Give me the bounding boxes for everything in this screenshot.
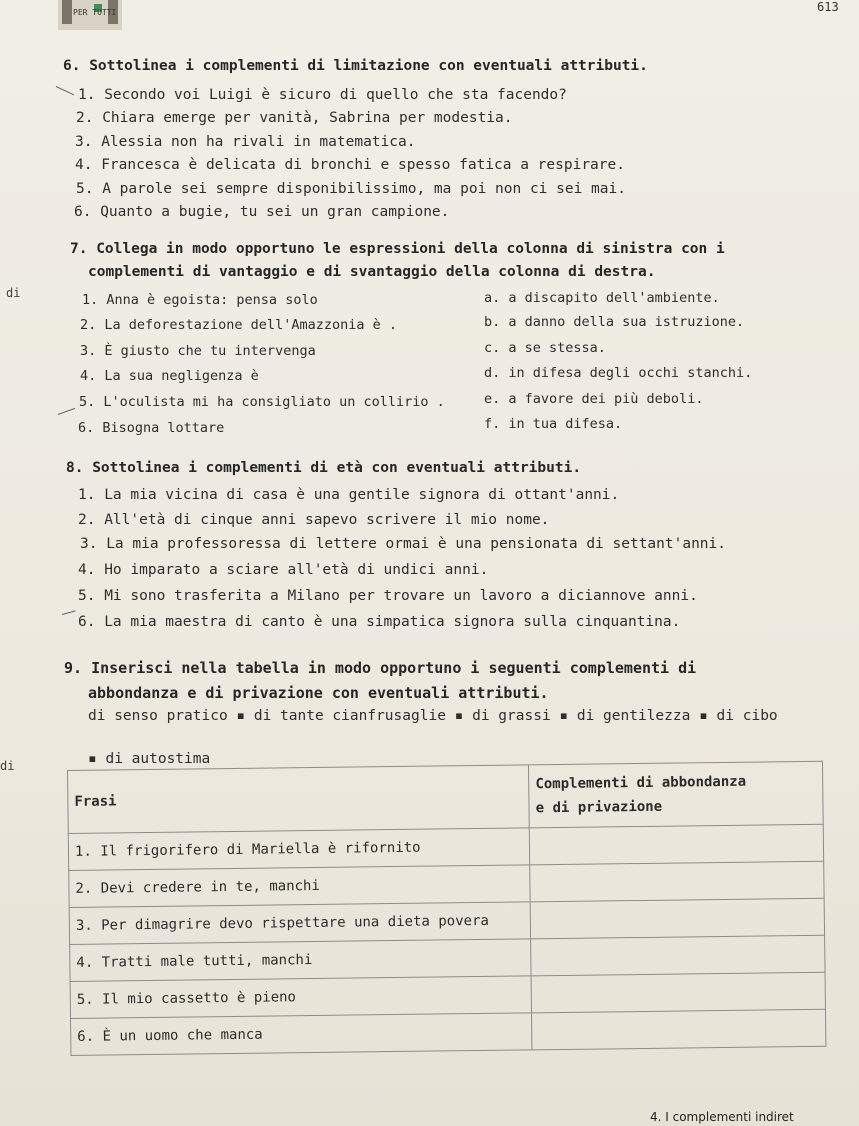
ex6-item-1: 1. Secondo voi Luigi è sicuro di quello che sta facendo? [78,87,567,103]
ex7-right-f: f. in tua difesa. [484,416,623,432]
ex7-right-c: c. a se stessa. [484,340,606,356]
pen-mark [58,408,75,415]
table-cell-frase: 6. È un uomo che manca [71,1013,533,1056]
ex6-item-5: 5. A parole sei sempre disponibilissimo, ma poi non ci sei mai. [76,181,626,197]
answer-cell-5[interactable] [531,972,825,1013]
ex9-word-bank-line1: di senso pratico ▪ di tante cianfrusaglie ▪ di grassi ▪ di gentilezza ▪ di cibo [88,708,778,724]
ex8-item-5: 5. Mi sono trasferita a Milano per trovare un lavoro a diciannove anni. [78,588,698,604]
ex7-left-2: 2. La deforestazione dell'Amazzonia è . [80,317,397,333]
header-complementi-line2: e di privazione [535,798,663,817]
ex9-table [67,761,826,1056]
page-number: 613 [817,0,839,14]
answer-cell-1[interactable] [529,824,823,865]
ex8-item-4: 4. Ho imparato a sciare all'età di undici anni. [78,562,489,578]
ex7-margin-mark: di [6,286,21,300]
ex6-item-4: 4. Francesca è delicata di bronchi e spesso fatica a respirare. [75,157,625,173]
answer-cell-4[interactable] [531,935,825,976]
ex8-item-6: 6. La mia maestra di canto è una simpatica signora sulla cinquantina. [78,614,681,630]
ex7-left-6: 6. Bisogna lottare [78,420,225,436]
header-complementi-line1: Complementi di abbondanza [535,773,747,793]
ex7-right-a: a. a discapito dell'ambiente. [484,290,720,306]
table-cell-frase: 3. Per dimagrire devo rispettare una dieta povera [69,902,531,945]
answer-cell-3[interactable] [530,898,824,939]
ex7-title-line1: 7. Collega in modo opportuno le espressioni della colonna di sinistra con i [70,241,725,257]
pen-mark [56,86,75,95]
ex8-item-1: 1. La mia vicina di casa è una gentile signora di ottant'anni. [78,487,620,503]
ex9-margin-mark: di [0,759,15,773]
ex6-item-3: 3. Alessia non ha rivali in matematica. [75,134,416,150]
ex7-left-5: 5. L'oculista mi ha consigliato un collirio . [79,394,445,410]
answer-cell-2[interactable] [530,861,824,902]
ex7-left-3: 3. È giusto che tu intervenga [80,343,316,359]
ex7-left-4: 4. La sua negligenza è [80,368,259,384]
ex7-right-b: b. a danno della sua istruzione. [484,314,745,330]
ex7-title-line2: complementi di vantaggio e di svantaggio della colonna di destra. [88,264,656,280]
ex6-title: 6. Sottolinea i complementi di limitazione con eventuali attributi. [63,58,648,74]
ex9-word-bank-line2: ▪ di autostima [88,751,211,767]
answer-cell-6[interactable] [532,1009,826,1050]
ex8-item-3: 3. La mia professoressa di lettere ormai è una pensionata di settant'anni. [80,536,727,552]
ex7-right-d: d. in difesa degli occhi stanchi. [484,365,753,381]
table-header-row [68,761,824,833]
table-cell-frase: 4. Tratti male tutti, manchi [70,939,532,982]
ex7-right-e: e. a favore dei più deboli. [484,391,704,407]
logo-text: PER TUTTI [73,8,117,17]
ex9-title-line1: 9. Inserisci nella tabella in modo opportuno i seguenti complementi di [64,659,697,677]
ex8-item-2: 2. All'età di cinque anni sapevo scrivere il mio nome. [78,512,550,528]
table-row [71,1009,826,1055]
ex6-item-2: 2. Chiara emerge per vanità, Sabrina per modestia. [76,110,513,126]
table-cell-frase: 5. Il mio cassetto è pieno [70,976,532,1019]
header-complementi [529,761,824,828]
ex6-item-6: 6. Quanto a bugie, tu sei un gran campione. [74,204,450,220]
footer-section-title: 4. I complementi indiret [650,1110,794,1124]
ex8-title: 8. Sottolinea i complementi di età con eventuali attributi. [66,460,582,476]
ex7-left-1: 1. Anna è egoista: pensa solo [82,292,318,308]
pen-mark [62,610,76,615]
header-frasi: Frasi [68,765,530,834]
ex9-title-line2: abbondanza e di privazione con eventuali attributi. [88,684,549,702]
table-cell-frase: 2. Devi credere in te, manchi [69,865,531,908]
table-cell-frase: 1. Il frigorifero di Mariella è rifornito [68,828,530,871]
